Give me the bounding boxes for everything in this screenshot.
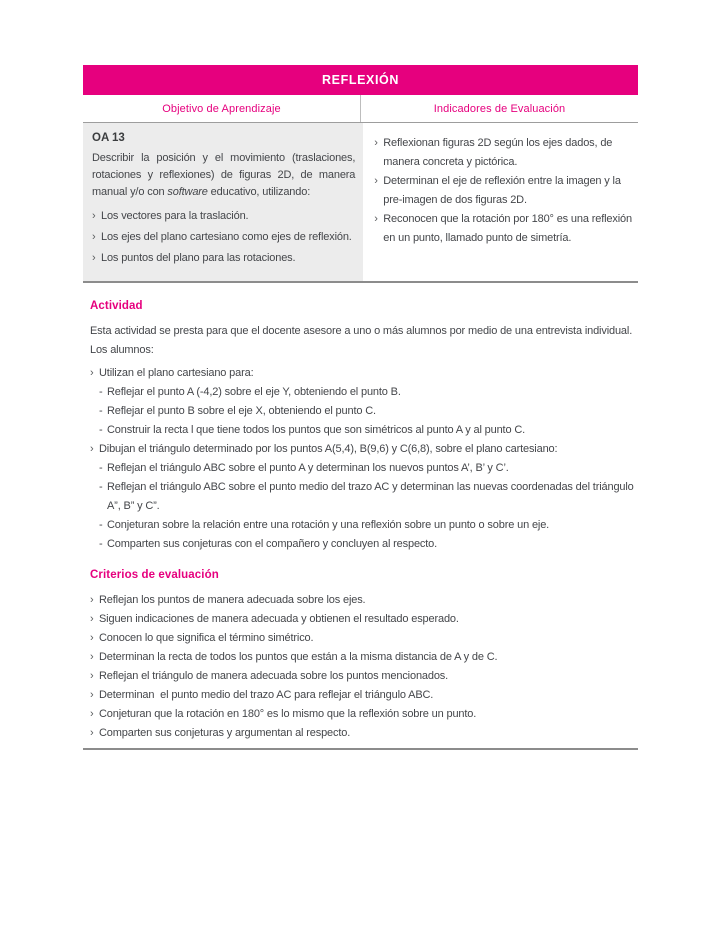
- activity-heading: Actividad: [90, 300, 143, 312]
- activity-subtask-text: Reflejar el punto A (-4,2) sobre el eje Y, obteniendo el punto B.: [107, 386, 401, 398]
- bullet-icon: ›: [90, 708, 94, 720]
- column-header-objective: Objetivo de Aprendizaje: [83, 95, 361, 122]
- objective-bullet-text: Los puntos del plano para las rotaciones.: [101, 252, 296, 264]
- dash-icon: -: [99, 462, 103, 474]
- oa-table: [83, 65, 638, 283]
- criteria-item: [90, 724, 638, 743]
- bullet-icon: ›: [90, 613, 94, 625]
- activity-subtask-text: Conjeturan sobre la relación entre una rotación y una reflexión sobre un punto o sobre un eje.: [107, 519, 550, 531]
- bullet-icon: ›: [90, 689, 94, 701]
- dash-icon: -: [99, 538, 103, 550]
- table-title-bar: REFLEXIÓN: [83, 65, 638, 95]
- criteria-item: [90, 591, 638, 610]
- criteria-item-text: Reflejan el triángulo de manera adecuada sobre los puntos mencionados.: [99, 670, 449, 682]
- bullet-icon: ›: [92, 210, 96, 222]
- bullet-icon: ›: [92, 231, 96, 243]
- objective-bullet-item: [92, 227, 355, 248]
- objective-description-italic: software: [167, 186, 208, 198]
- criteria-item-text: Determinan la recta de todos los puntos que están a la misma distancia de A y de C.: [99, 651, 498, 663]
- bullet-icon: ›: [90, 727, 94, 739]
- criteria-item-text: Comparten sus conjeturas y argumentan al respecto.: [99, 727, 351, 739]
- criteria-item: [90, 629, 638, 648]
- bullet-icon: ›: [90, 594, 94, 606]
- objective-code: OA 13: [92, 132, 125, 144]
- activity-task-text: Utilizan el plano cartesiano para:: [99, 367, 254, 379]
- document-body: [83, 299, 638, 743]
- objective-bullet-item: [92, 206, 355, 227]
- objective-description-end: educativo, utilizando:: [207, 186, 311, 198]
- activity-subtask: [90, 535, 638, 554]
- activity-task-text: Dibujan el triángulo determinado por los puntos A(5,4), B(9,6) y C(6,8), sobre el plano cartesiano:: [99, 443, 558, 455]
- activity-subtask: [90, 421, 638, 440]
- page-bottom-rule: [83, 748, 638, 750]
- bullet-icon: ›: [374, 175, 378, 187]
- activity-subtask: [90, 383, 638, 402]
- table-content-row: [83, 123, 638, 283]
- bullet-icon: ›: [90, 367, 94, 379]
- indicator-item: [374, 134, 636, 172]
- criteria-section: [90, 568, 638, 743]
- dash-icon: -: [99, 481, 103, 493]
- criteria-heading: Criterios de evaluación: [90, 569, 219, 581]
- indicator-item: [374, 172, 636, 210]
- bullet-icon: ›: [374, 137, 378, 149]
- criteria-item-text: Reflejan los puntos de manera adecuada sobre los ejes.: [99, 594, 366, 606]
- activity-section: [90, 299, 638, 554]
- objective-bullet-list: [92, 206, 355, 269]
- bullet-icon: ›: [90, 443, 94, 455]
- bullet-icon: ›: [374, 213, 378, 225]
- activity-lead: Los alumnos:: [90, 344, 154, 356]
- criteria-item: [90, 686, 638, 705]
- objective-bullet-item: [92, 248, 355, 269]
- indicators-cell: [363, 123, 638, 281]
- criteria-item-text: Conjeturan que la rotación en 180° es lo mismo que la reflexión sobre un punto.: [99, 708, 477, 720]
- activity-subtask: [90, 459, 638, 478]
- document-page: [83, 65, 638, 750]
- activity-subtask-text: Reflejar el punto B sobre el eje X, obteniendo el punto C.: [107, 405, 376, 417]
- criteria-item: [90, 705, 638, 724]
- activity-subtask: [90, 516, 638, 535]
- activity-intro: Esta actividad se presta para que el docente asesore a uno o más alumnos por medio de una entrevista individual.: [90, 325, 633, 337]
- dash-icon: -: [99, 424, 103, 436]
- criteria-item-text: Determinan el punto medio del trazo AC para reflejar el triángulo ABC.: [99, 689, 434, 701]
- activity-subtask: [90, 402, 638, 421]
- activity-subtask-text: Comparten sus conjeturas con el compañero y concluyen al respecto.: [107, 538, 438, 550]
- dash-icon: -: [99, 405, 103, 417]
- activity-task: [90, 440, 638, 459]
- criteria-item: [90, 610, 638, 629]
- objective-description: [92, 150, 355, 201]
- objective-cell: [83, 123, 363, 281]
- column-header-indicators: Indicadores de Evaluación: [433, 103, 566, 115]
- criteria-item: [90, 648, 638, 667]
- dash-icon: -: [99, 519, 103, 531]
- objective-bullet-text: Los ejes del plano cartesiano como ejes de reflexión.: [101, 231, 352, 243]
- indicator-text: Reconocen que la rotación por 180° es una reflexión en un punto, llamado punto de simetría.: [383, 213, 635, 244]
- bullet-icon: ›: [90, 670, 94, 682]
- criteria-list: [90, 591, 638, 743]
- indicator-text: Determinan el eje de reflexión entre la imagen y la pre-imagen de dos figuras 2D.: [383, 175, 624, 206]
- activity-subtask-text: Reflejan el triángulo ABC sobre el punto medio del trazo AC y determinan las nuevas coordenadas del triángulo A”, B” y C”.: [107, 481, 636, 512]
- activity-subtask: [90, 478, 638, 516]
- indicator-item: [374, 210, 636, 248]
- bullet-icon: ›: [90, 632, 94, 644]
- dash-icon: -: [99, 386, 103, 398]
- activity-subtask-text: Reflejan el triángulo ABC sobre el punto A y determinan los nuevos puntos A’, B’ y C’.: [107, 462, 509, 474]
- activity-task-list: [90, 364, 638, 554]
- criteria-item-text: Conocen lo que significa el término simétrico.: [99, 632, 314, 644]
- objective-description-start: Describir la posición y el movimiento (traslaciones, rotaciones y reflexiones) de figuras 2D, de manera manual y/o con: [92, 152, 356, 198]
- objective-bullet-text: Los vectores para la traslación.: [101, 210, 249, 222]
- indicator-text: Reflexionan figuras 2D según los ejes dados, de manera concreta y pictórica.: [383, 137, 616, 168]
- criteria-item-text: Siguen indicaciones de manera adecuada y obtienen el resultado esperado.: [99, 613, 459, 625]
- table-header-row: [83, 95, 638, 123]
- bullet-icon: ›: [92, 252, 96, 264]
- criteria-item: [90, 667, 638, 686]
- activity-subtask-text: Construir la recta l que tiene todos los puntos que son simétricos al punto A y al punto C.: [107, 424, 526, 436]
- bullet-icon: ›: [90, 651, 94, 663]
- activity-task: [90, 364, 638, 383]
